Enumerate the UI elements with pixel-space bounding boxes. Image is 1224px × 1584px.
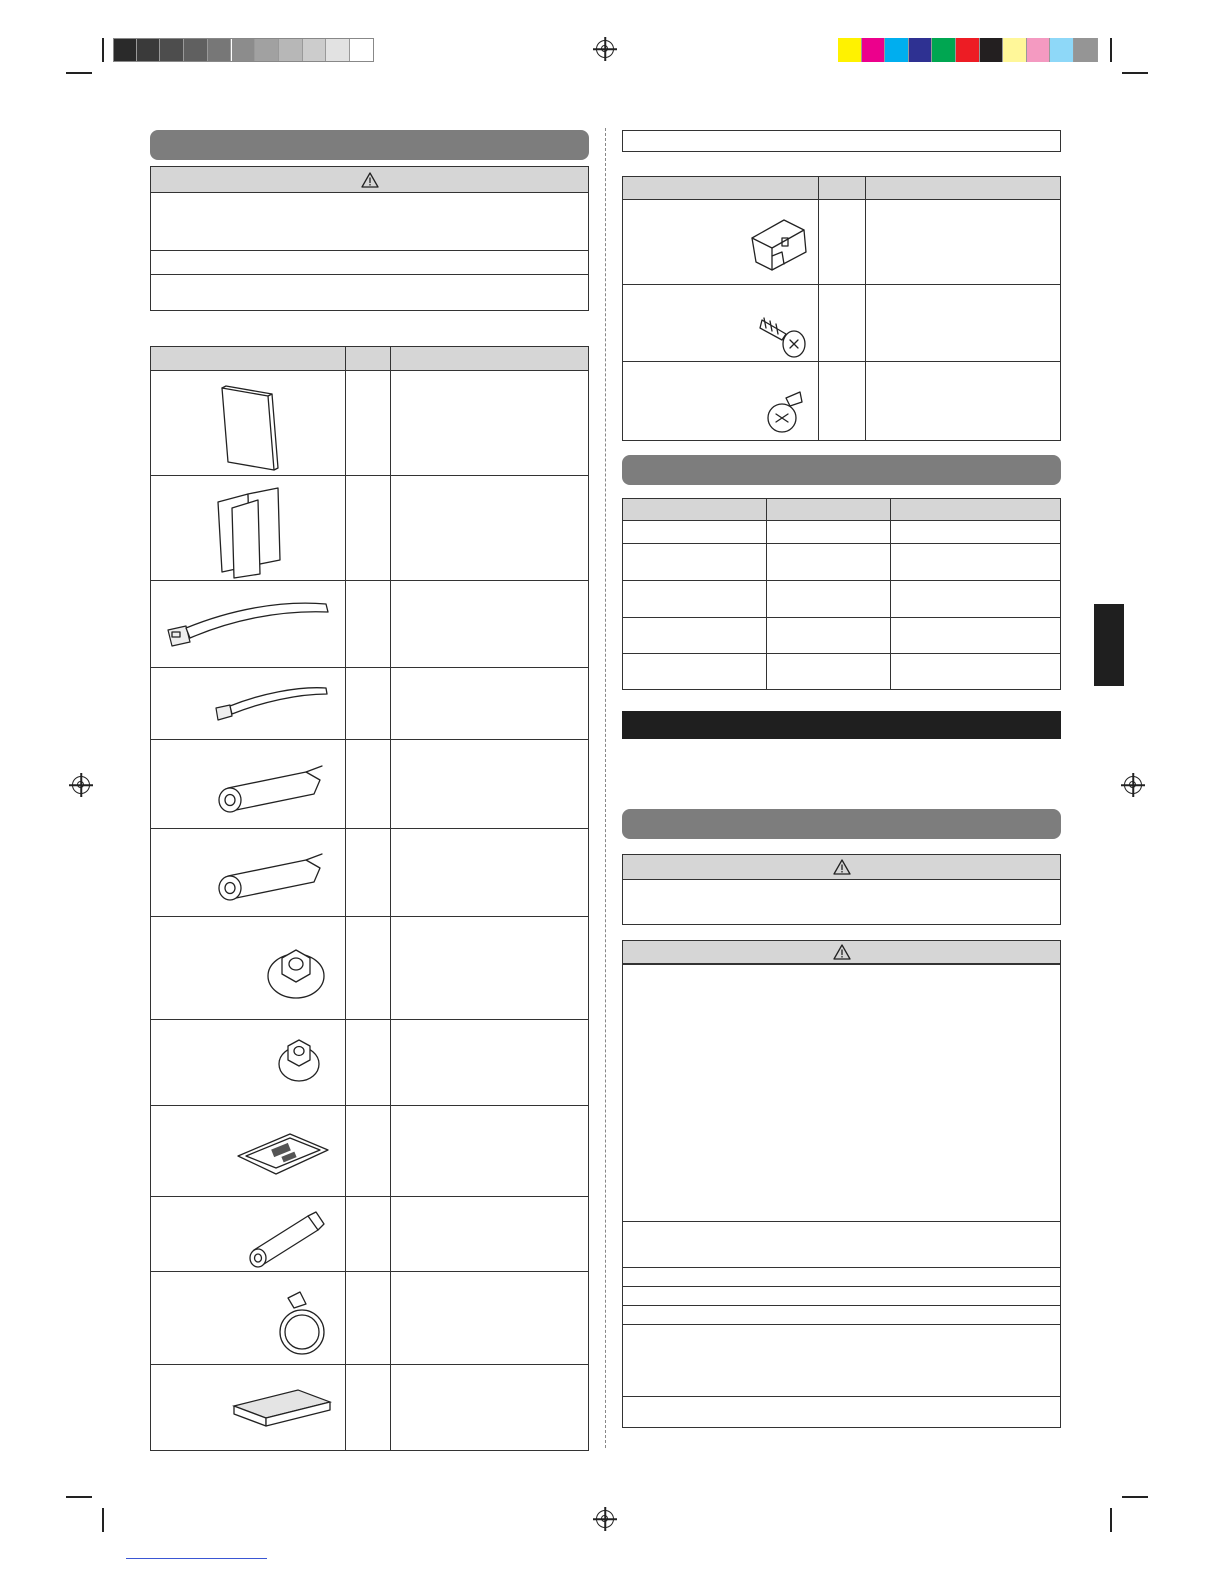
cable-tie-small-icon bbox=[210, 680, 335, 725]
color-swatch bbox=[956, 38, 980, 62]
warning-box bbox=[150, 166, 589, 311]
color-swatch bbox=[909, 38, 933, 62]
flare-nut-small-icon bbox=[274, 1030, 324, 1086]
table-column-line bbox=[345, 346, 346, 1451]
registration-mark-icon bbox=[596, 40, 614, 58]
crop-mark bbox=[1122, 1496, 1148, 1498]
table-column-line bbox=[818, 176, 819, 441]
divider bbox=[150, 250, 589, 251]
color-swatch bbox=[1027, 38, 1051, 62]
table-row-line bbox=[150, 667, 589, 668]
table-row-line bbox=[150, 1105, 589, 1106]
table-row-line bbox=[150, 916, 589, 917]
section-header-bar bbox=[150, 130, 589, 160]
caution-box bbox=[622, 940, 1061, 1428]
crop-mark bbox=[1110, 1508, 1112, 1532]
table-row-line bbox=[150, 1271, 589, 1272]
insulation-tube-icon bbox=[210, 760, 330, 820]
divider bbox=[622, 1305, 1061, 1306]
table-row-line bbox=[622, 653, 1061, 654]
table-column-line bbox=[766, 498, 767, 690]
table-row-line bbox=[150, 1196, 589, 1197]
warning-box bbox=[622, 854, 1061, 925]
registration-mark-icon bbox=[72, 776, 90, 794]
warning-triangle-icon bbox=[833, 944, 851, 960]
section-header-bar bbox=[622, 809, 1061, 839]
divider bbox=[622, 1396, 1061, 1397]
table-row-line bbox=[622, 617, 1061, 618]
hose-clamp-icon bbox=[266, 1284, 336, 1360]
table-row-line bbox=[622, 580, 1061, 581]
table-header-row bbox=[151, 347, 588, 371]
divider bbox=[150, 274, 589, 275]
crop-mark bbox=[1122, 72, 1148, 74]
column-divider bbox=[605, 128, 606, 1448]
table-header-row bbox=[623, 177, 1060, 200]
joint-pipe-icon bbox=[238, 1208, 333, 1270]
color-swatch bbox=[885, 38, 909, 62]
divider bbox=[622, 1286, 1061, 1287]
table-row-line bbox=[622, 361, 1061, 362]
operating-manual-icon bbox=[210, 380, 290, 475]
crop-mark bbox=[66, 72, 92, 74]
divider bbox=[622, 1221, 1061, 1222]
sponge-pad-icon bbox=[228, 1382, 336, 1432]
note-box bbox=[622, 130, 1061, 152]
crop-mark bbox=[1110, 38, 1112, 62]
table-row-line bbox=[622, 284, 1061, 285]
crop-mark bbox=[102, 1508, 104, 1532]
color-swatch bbox=[1074, 38, 1098, 62]
gray-bar-outline bbox=[113, 38, 374, 62]
table-row-line bbox=[150, 828, 589, 829]
section-header-bar bbox=[622, 455, 1061, 485]
registration-mark-icon bbox=[1124, 776, 1142, 794]
table-row-line bbox=[150, 475, 589, 476]
warning-triangle-icon bbox=[833, 859, 851, 875]
truss-screw-icon bbox=[762, 386, 812, 438]
color-swatch bbox=[980, 38, 1004, 62]
color-swatch bbox=[838, 38, 862, 62]
template-sheet-icon bbox=[232, 1120, 332, 1180]
language-side-tab bbox=[1094, 604, 1124, 686]
caution-header bbox=[623, 941, 1060, 965]
optional-parts-table bbox=[622, 176, 1061, 441]
color-swatch bbox=[1050, 38, 1074, 62]
table-column-line bbox=[390, 346, 391, 1451]
warning-header bbox=[151, 167, 588, 193]
table-column-line bbox=[890, 498, 891, 690]
chapter-header-bar bbox=[622, 711, 1061, 739]
table-row-line bbox=[150, 1364, 589, 1365]
divider bbox=[622, 1324, 1061, 1325]
color-swatch bbox=[1003, 38, 1027, 62]
crop-mark bbox=[102, 38, 104, 62]
warning-header bbox=[623, 855, 1060, 880]
bracket-clip-icon bbox=[742, 212, 812, 278]
crop-mark bbox=[66, 1496, 92, 1498]
table-row-line bbox=[622, 543, 1061, 544]
table-row-line bbox=[150, 1019, 589, 1020]
cable-tie-large-icon bbox=[160, 592, 335, 652]
table-column-line bbox=[865, 176, 866, 441]
insulation-tube-icon bbox=[210, 848, 330, 908]
divider bbox=[622, 1267, 1061, 1268]
color-swatch bbox=[862, 38, 886, 62]
table-header-row bbox=[623, 499, 1060, 521]
table-row-line bbox=[150, 739, 589, 740]
registration-mark-icon bbox=[596, 1510, 614, 1528]
specification-table bbox=[622, 498, 1061, 690]
link-underline[interactable] bbox=[126, 1558, 267, 1559]
tapping-screw-icon bbox=[756, 306, 812, 362]
warning-triangle-icon bbox=[361, 172, 379, 188]
flare-nut-large-icon bbox=[264, 938, 328, 1002]
installation-manual-icon bbox=[210, 486, 290, 581]
color-swatch bbox=[932, 38, 956, 62]
